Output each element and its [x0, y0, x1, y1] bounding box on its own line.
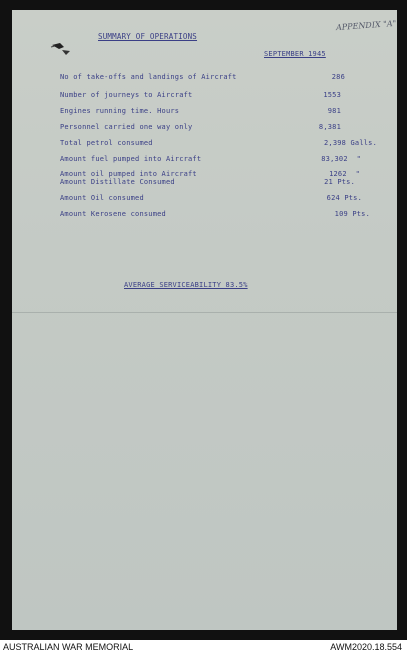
row-label: Amount Oil consumed — [60, 194, 144, 202]
row-label: Amount Kerosene consumed — [60, 210, 166, 218]
row-label: Total petrol consumed — [60, 139, 153, 147]
row-label: Amount Distillate Consumed — [60, 178, 175, 186]
institution-credit: AUSTRALIAN WAR MEMORIAL — [3, 642, 134, 652]
row-label: Amount fuel pumped into Aircraft — [60, 155, 202, 163]
document-title: SUMMARY OF OPERATIONS — [98, 32, 198, 41]
row-label: No of take-offs and landings of Aircraft — [60, 73, 237, 81]
period-heading: SEPTEMBER 1945 — [264, 50, 326, 58]
binder-clip-icon — [50, 42, 74, 56]
row-value: 21 Pts. — [324, 178, 355, 186]
row-value: 109 Pts. — [334, 210, 370, 218]
row-label: Personnel carried one way only — [60, 123, 193, 131]
row-label: Number of journeys to Aircraft — [60, 91, 193, 99]
serviceability-summary: AVERAGE SERVICEABILITY 83.5% — [124, 281, 248, 289]
row-value: 624 Pts. — [326, 194, 362, 202]
accession-number: AWM2020.18.554 — [330, 642, 402, 652]
row-label: Engines running time. Hours — [60, 107, 180, 115]
row-value: 1262 " — [329, 170, 360, 178]
fold-line — [12, 312, 397, 313]
row-value: 83,302 " — [321, 155, 361, 163]
caption-bar — [0, 640, 407, 653]
row-value: 286 — [331, 73, 345, 81]
row-value: 2,398 Galls. — [324, 139, 377, 147]
row-value: 8,381 — [318, 123, 341, 131]
row-value: 1553 — [323, 91, 341, 99]
appendix-handwritten-note: APPENDIX "A" — [335, 18, 397, 33]
row-value: 981 — [327, 107, 341, 115]
row-label: Amount oil pumped into Aircraft — [60, 170, 197, 178]
document-page — [12, 10, 397, 630]
